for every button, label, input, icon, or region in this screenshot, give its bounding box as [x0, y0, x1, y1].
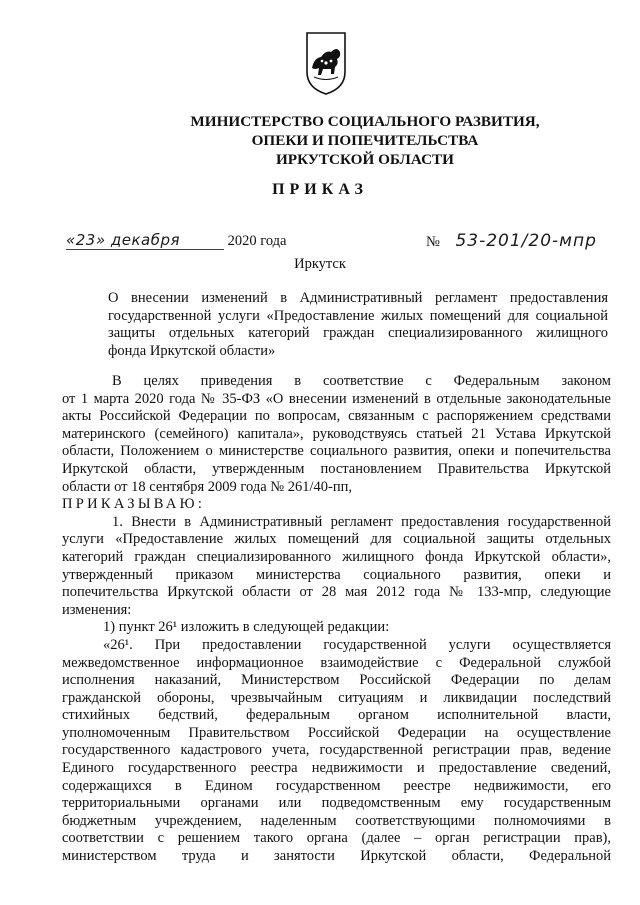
ministry-line: МИНИСТЕРСТВО СОЦИАЛЬНОГО РАЗВИТИЯ,: [190, 113, 540, 130]
body-line: 1. Внести в Административный регламент предоставления государственной: [112, 513, 611, 530]
body-line: акты Российской Федерации по вопросам, связанным с распоряжением средствами: [62, 408, 611, 425]
city: Иркутск: [294, 256, 346, 272]
coat-of-arms-icon: [304, 30, 348, 96]
body-line: государственного кадастрового учета, государственной регистрации прав, ведение: [62, 742, 611, 759]
order-keyword: ПРИКАЗЫВАЮ:: [62, 496, 206, 513]
body-line: содержащихся в Едином государственном реестре недвижимости, его: [62, 777, 611, 794]
body-line: от 1 марта 2020 года № 35-ФЗ «О внесении изменений в отдельные законодательные: [62, 390, 611, 407]
body-line: министерством труда и занятости Иркутской области, Федеральной: [62, 848, 611, 865]
order-body: [62, 373, 611, 866]
order-subject: [108, 290, 608, 360]
body-line: соответствии с решением такого органа (далее – орган регистрации прав),: [62, 830, 611, 847]
body-line: территориальными органами или подведомственным ему государственным: [62, 795, 611, 812]
subject-line: защиты отдельных категорий граждан специализированного жилищного: [108, 325, 608, 342]
order-number: [426, 231, 597, 251]
body-line: 1) пункт 26¹ изложить в следующей редакции:: [103, 619, 390, 636]
body-line: области от 18 сентября 2009 года № 261/40-пп,: [62, 478, 352, 495]
number-handwritten: 53-201/20-мпр: [455, 231, 597, 251]
document-type: ПРИКАЗ: [272, 181, 368, 198]
body-line: бюджетным учреждением, наделенным соответствующими полномочиями в: [62, 812, 611, 829]
body-line: попечительства Иркутской области от 28 мая 2012 года № 133-мпр, следующие: [62, 584, 611, 601]
body-line: Иркутской области, утвержденным постановлением Правительства Иркутской: [62, 460, 611, 477]
ministry-line: ОПЕКИ И ПОПЕЧИТЕЛЬСТВА: [251, 132, 479, 149]
body-line: стихийных бедствий, федеральным органом исполнительной власти,: [62, 707, 611, 724]
body-line: изменения:: [62, 601, 132, 618]
body-line: области, Положением о министерстве социального развития, опеки и попечительства: [62, 443, 611, 460]
body-line: категорий граждан специализированного жилищного фонда Иркутской области»,: [62, 548, 611, 565]
body-line: межведомственное информационное взаимодействие с Федеральной службой: [62, 654, 611, 671]
subject-line: фонда Иркутской области»: [108, 342, 276, 359]
body-line: уполномоченным Правительством Российской Федерации на осуществление: [62, 724, 611, 741]
body-line: Единого государственного реестра недвижимости и предоставление сведений,: [62, 760, 611, 777]
subject-line: государственной услуги «Предоставление жилых помещений для социальной: [108, 307, 608, 324]
body-line: материнского (семейного) капитала», руководствуясь статьей 21 Устава Иркутской: [62, 425, 611, 442]
ministry-line: ИРКУТСКОЙ ОБЛАСТИ: [275, 151, 454, 168]
body-line: исполнения наказаний, Министерством Российской Федерации по делам: [62, 672, 611, 689]
subject-line: О внесении изменений в Административный регламент предоставления: [108, 290, 608, 306]
body-line: гражданской обороны, чрезвычайным ситуациям и ликвидации последствий: [62, 689, 611, 706]
date-year: 2020 года: [227, 233, 287, 249]
date-handwritten: «23» декабря: [66, 231, 224, 250]
body-line: утвержденный приказом министерства социального развития, опеки и: [62, 566, 611, 583]
body-line: В целях приведения в соответствие с Федеральным законом: [112, 373, 611, 389]
order-date: [66, 231, 286, 250]
ministry-name: [170, 112, 560, 169]
body-line: услуги «Предоставление жилых помещений для социальной защиты отдельных: [62, 531, 611, 548]
number-label: №: [426, 234, 440, 250]
body-line: «26¹. При предоставлении государственной услуги осуществляется: [103, 636, 611, 653]
